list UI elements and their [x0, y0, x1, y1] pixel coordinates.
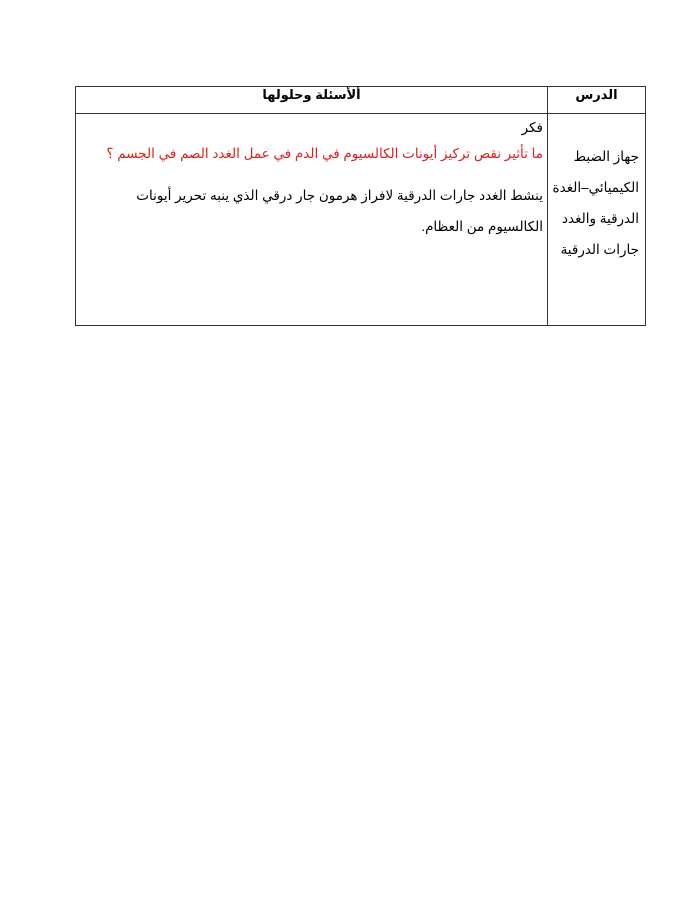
table-header-row	[76, 87, 646, 114]
table-row	[76, 114, 646, 326]
question-text: ما تأثير نقص تركيز أيونات الكالسيوم في الدم في عمل الغدد الصم في الجسم ؟	[106, 146, 543, 161]
lesson-table	[75, 86, 646, 326]
answer-text: ينشط الغدد جارات الدرقية لافراز هرمون جار درقي الذي ينبه تحرير أيونات الكالسيوم من العظام.	[136, 188, 543, 234]
lesson-title-cell: جهاز الضبط الكيميائي–الغدة الدرقية والغدد جارات الدرقية	[548, 114, 646, 326]
think-label: فكر	[521, 120, 543, 135]
header-questions: ألأسئلة وحلولها	[76, 87, 548, 114]
questions-cell	[76, 114, 548, 326]
header-lesson: الدرس	[548, 87, 646, 114]
